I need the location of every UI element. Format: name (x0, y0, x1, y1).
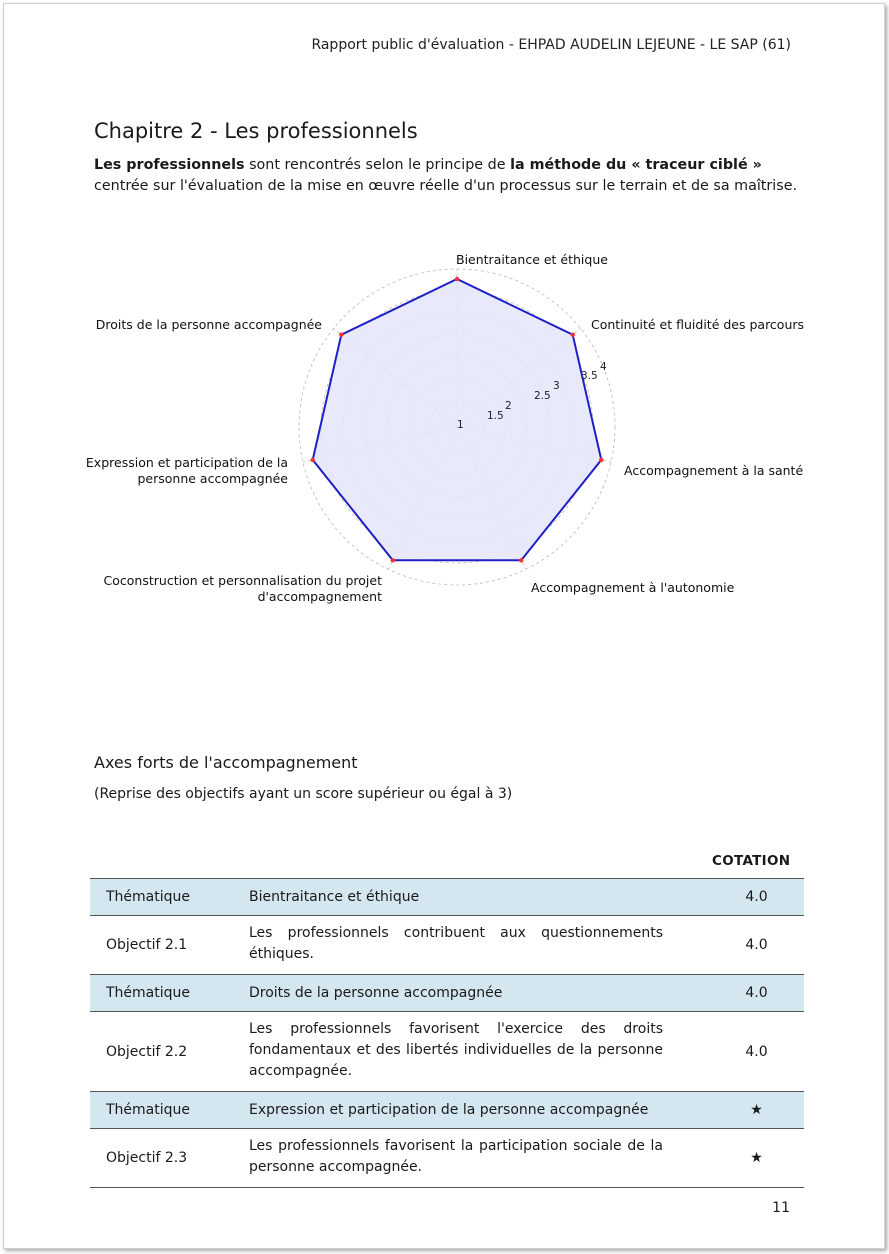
data-point (571, 333, 575, 337)
table-row-objectif (90, 1012, 804, 1092)
intro-bold-method: la méthode du « traceur ciblé » (510, 157, 762, 173)
intro-text-2: centrée sur l'évaluation de la mise en œuvre réelle d'un processus sur le terrain et de sa maîtrise. (94, 178, 798, 194)
table-row-thematique (90, 879, 804, 916)
strengths-subtitle: (Reprise des objectifs ayant un score supérieur ou égal à 3) (94, 786, 513, 802)
row-score: 4.0 (671, 879, 804, 916)
row-score: 4.0 (671, 916, 804, 975)
report-header: Rapport public d'évaluation - EHPAD AUDELIN LEJEUNE - LE SAP (61) (311, 37, 791, 53)
data-point (339, 333, 343, 337)
table-row-thematique (90, 975, 804, 1012)
row-label: Thématique (90, 1092, 241, 1129)
category-label: Bientraitance et éthique (456, 252, 608, 267)
category-label: Coconstruction et personnalisation du projet d'accompagnement (103, 573, 382, 604)
row-text: Droits de la personne accompagnée (241, 975, 671, 1012)
row-score: ★ (671, 1092, 804, 1129)
row-score: ★ (671, 1129, 804, 1188)
data-point (599, 458, 603, 462)
row-label: Thématique (90, 975, 241, 1012)
category-label: Droits de la personne accompagnée (95, 317, 322, 332)
data-point (311, 458, 315, 462)
row-text: Les professionnels favorisent l'exercice des droits fondamentaux et des libertés individuelles de la personne accompagnée. (241, 1012, 671, 1092)
document-page (3, 3, 885, 1249)
strengths-table (90, 878, 804, 1188)
row-text: Bientraitance et éthique (241, 879, 671, 916)
row-text: Les professionnels favorisent la participation sociale de la personne accompagnée. (241, 1129, 671, 1188)
data-point (519, 558, 523, 562)
data-point (391, 558, 395, 562)
table-row-thematique (90, 1092, 804, 1129)
tick-label: 2.5 (534, 390, 551, 402)
row-label: Objectif 2.2 (90, 1012, 241, 1092)
tick-label: 2 (505, 400, 512, 412)
data-point (455, 277, 459, 281)
tick-label: 3.5 (581, 370, 598, 382)
category-label: Expression et participation de la personne accompagnée (85, 455, 288, 486)
tick-label: 1 (457, 419, 464, 431)
table-row-objectif (90, 1129, 804, 1188)
intro-paragraph (94, 155, 809, 197)
tick-label: 3 (553, 380, 560, 392)
category-label: Accompagnement à la santé (624, 463, 804, 478)
intro-text-1: sont rencontrés selon le principe de (244, 157, 511, 173)
row-label: Objectif 2.3 (90, 1129, 241, 1188)
row-score: 4.0 (671, 1012, 804, 1092)
radar-chart (4, 239, 889, 619)
cotation-header: COTATION (712, 853, 791, 869)
page-number: 11 (772, 1200, 790, 1216)
row-score: 4.0 (671, 975, 804, 1012)
row-text: Les professionnels contribuent aux questionnements éthiques. (241, 916, 671, 975)
chapter-title: Chapitre 2 - Les professionnels (94, 119, 418, 143)
tick-label: 1.5 (487, 410, 504, 422)
category-label: Continuité et fluidité des parcours (591, 317, 805, 332)
row-label: Objectif 2.1 (90, 916, 241, 975)
table-row-objectif (90, 916, 804, 975)
intro-bold-professionals: Les professionnels (94, 157, 245, 173)
strengths-title: Axes forts de l'accompagnement (94, 753, 358, 772)
row-text: Expression et participation de la personne accompagnée (241, 1092, 671, 1129)
category-label: Accompagnement à l'autonomie (531, 580, 735, 595)
row-label: Thématique (90, 879, 241, 916)
tick-label: 4 (600, 361, 607, 373)
